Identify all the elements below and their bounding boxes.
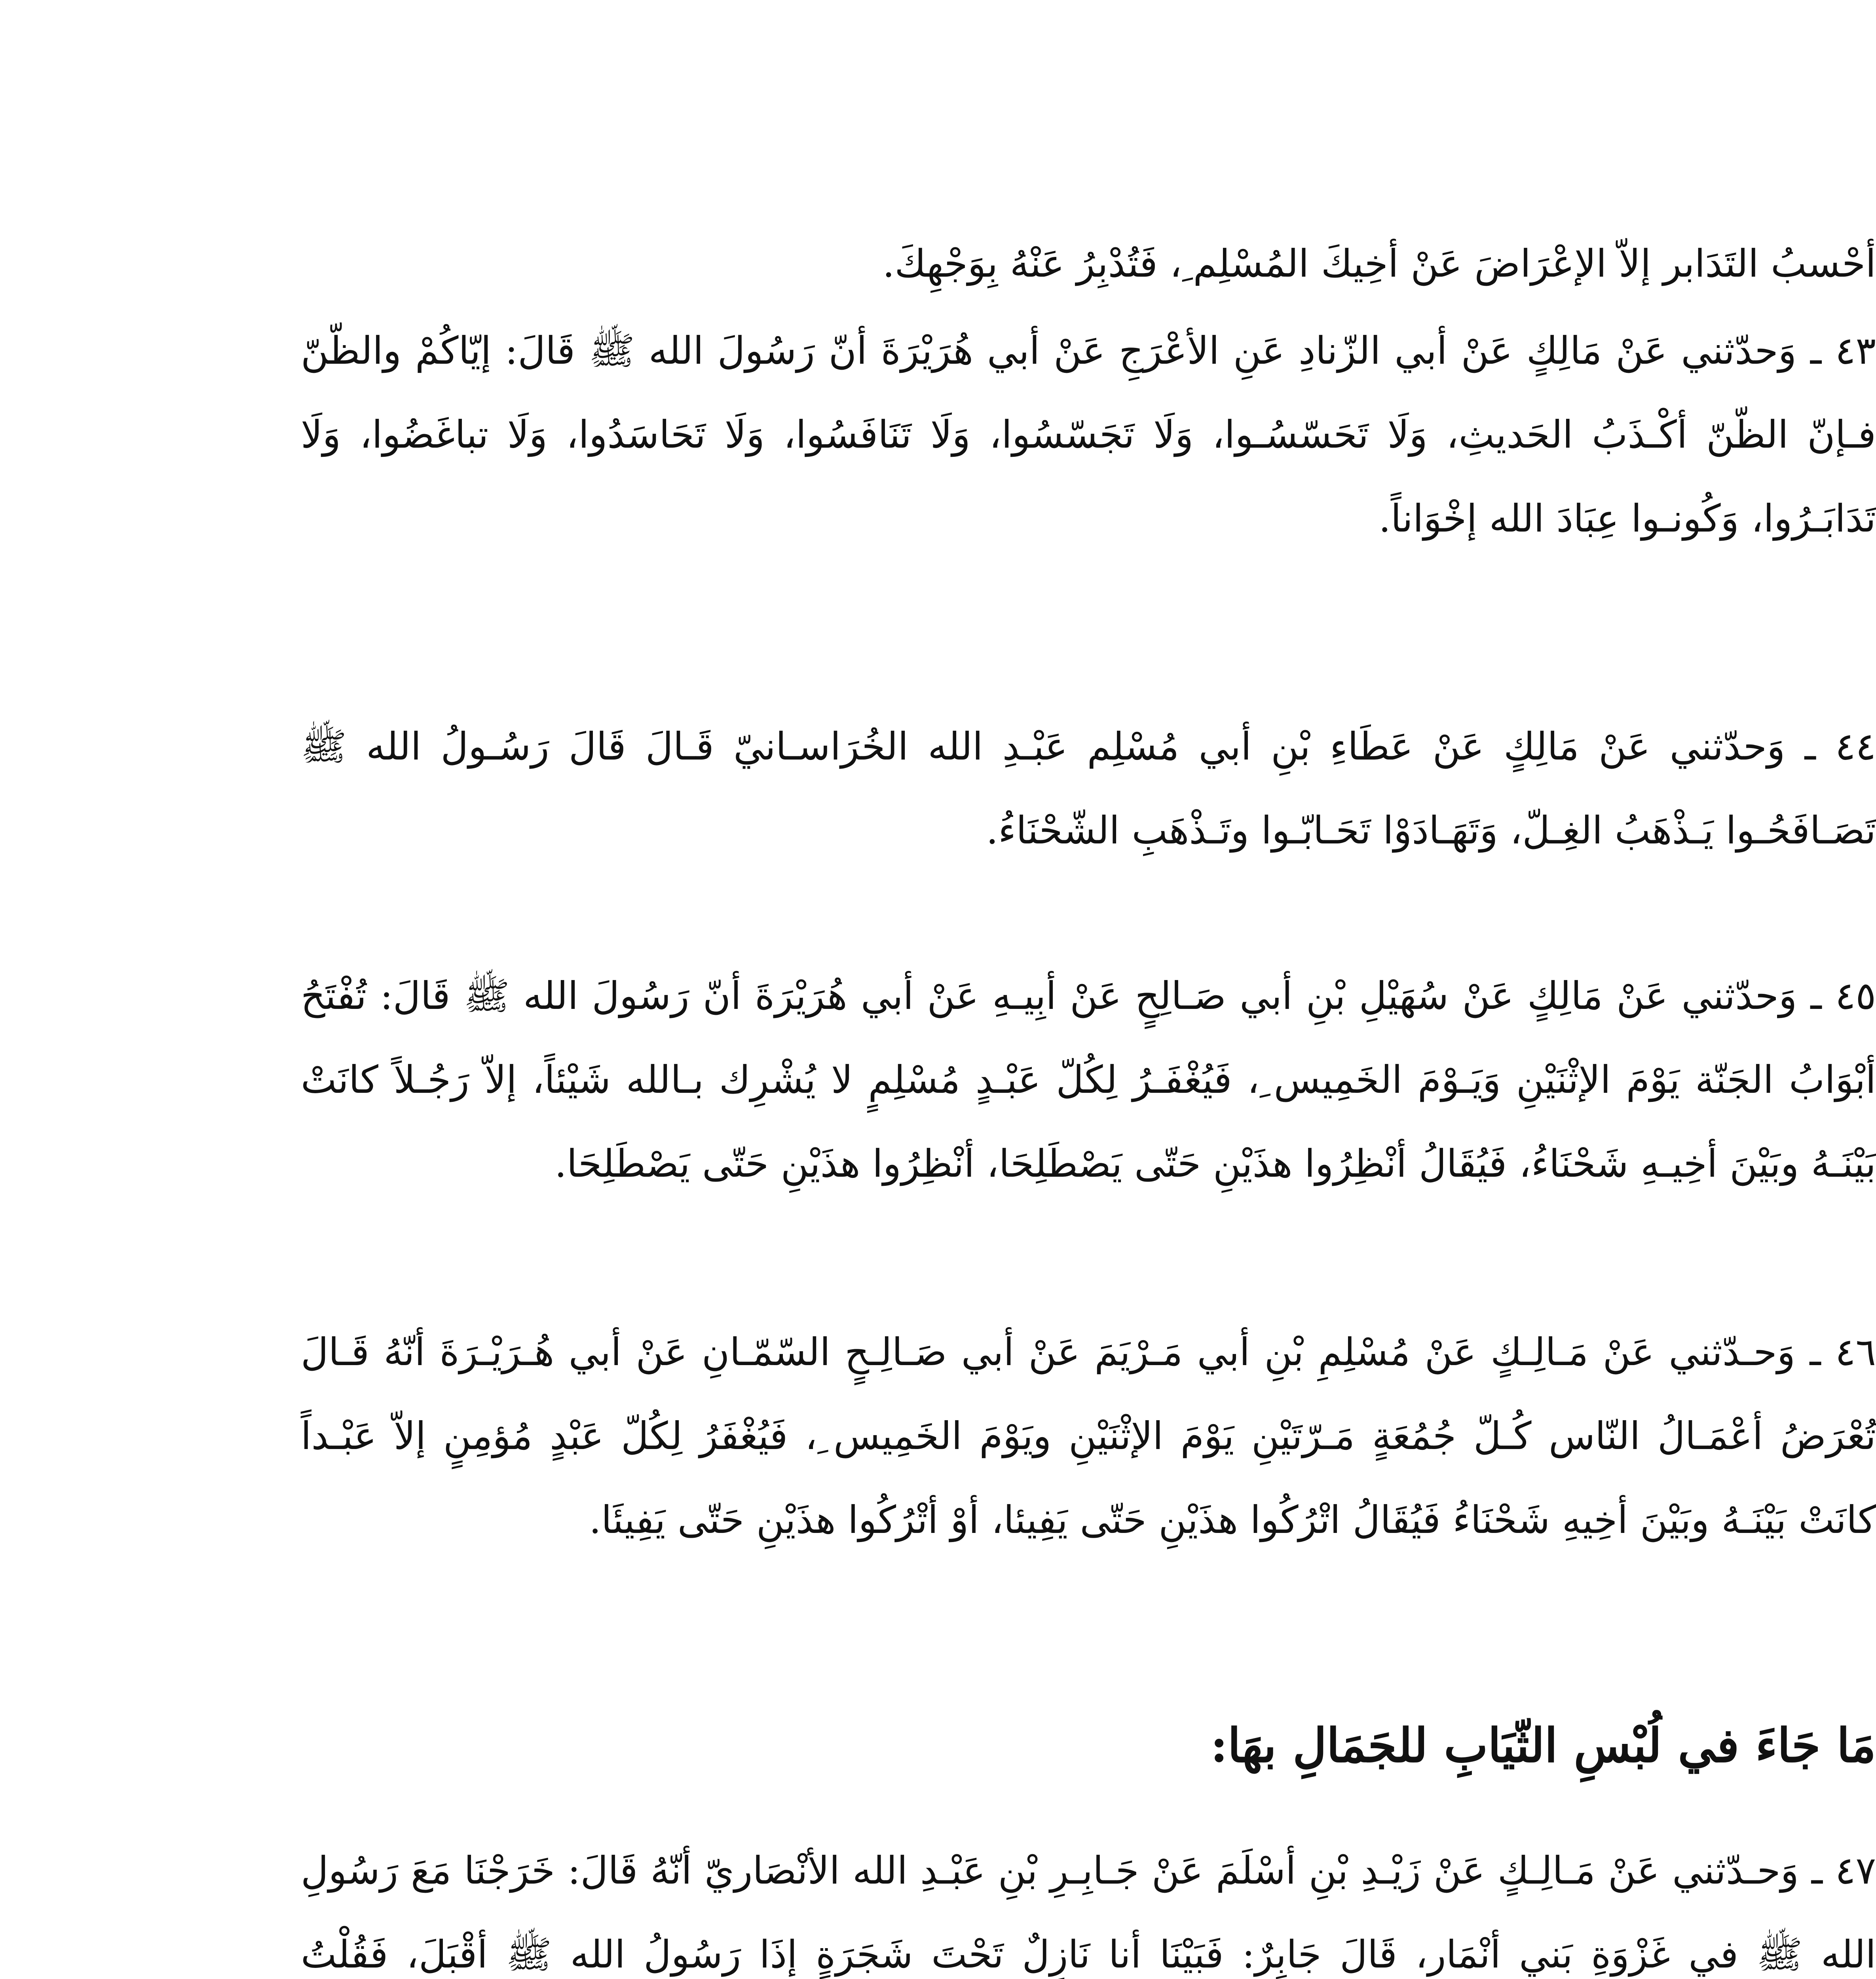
paragraph-continuation [301,222,1876,306]
paragraph-text: ٤٧ ـ وَحـدّثني عَنْ مَـالِـكٍ عَنْ زَيْـدِ بْنِ أسْلَمَ عَنْ جَـابِـرِ بْنِ عَبْـدِ الله الأنْصَاريّ أنّهُ قَالَ: خَرَجْنَا مَعَ رَسُولِ الله ﷺ في غَزْوَةِ بَني أنْمَار، قَالَ جَابِرٌ: فَبَيْنَا أنا نَازِلٌ تَحْتَ شَجَرَةٍ إذَا رَسُولُ الله ﷺ أقْبَلَ، فَقُلْتُ [301,1848,1876,1977]
paragraph-text: ٤٥ ـ وَحدّثني عَنْ مَالِكٍ عَنْ سُهَيْلِ بْنِ أبي صَـالِحٍ عَنْ أبِيـهِ عَنْ أبي هُرَيْرَةَ أنّ رَسُولَ الله ﷺ قَالَ: تُفْتَحُ أبْوَابُ الجَنّة يَوْمَ الإثْنَيْنِ وَيَـوْمَ الخَمِيس ِ، فَيُغْفَـرُ لِكُلّ عَبْـدٍ مُسْلِمٍ لا يُشْرِك بـالله شَيْئاً، إلاّ رَجُـلاً كانَتْ بَيْنَـهُ وبَيْنَ أخِيـهِ شَحْنَاءُ، فَيُقَالُ أنْظِرُوا هذَيْنِ حَتّى يَصْطَلِحَا، أنْظِرُوا هذَيْنِ حَتّى يَصْطَلِحَا. [301,974,1876,1186]
hadith-47 [301,1829,1876,1979]
hadith-45 [301,954,1876,1206]
section-heading: مَا جَاءَ في لُبْسِ الثّيَابِ للجَمَالِ بهَا: [1210,1718,1876,1773]
paragraph-text: ٤٣ ـ وَحدّثني عَنْ مَالِكٍ عَنْ أبي الزّنادِ عَنِ الأعْرَجِ عَنْ أبي هُرَيْرَةَ أنّ رَسُولَ الله ﷺ قَالَ: إيّاكُمْ والظّنّ فـإنّ الظّنّ أكْـذَبُ الحَديثِ، وَلَا تَحَسّسُـوا، وَلَا تَجَسّسُوا، وَلَا تَنَافَسُوا، وَلَا تَحَاسَدُوا، وَلَا تباغَضُوا، وَلَا تَدَابَـرُوا، وَكُونـوا عِبَادَ الله إخْوَاناً. [301,329,1876,541]
hadith-43 [301,309,1876,560]
paragraph-text: ٤٤ ـ وَحدّثني عَنْ مَالِكٍ عَنْ عَطَاءِ بْنِ أبي مُسْلِم عَبْـدِ الله الخُرَاسـانيّ قَـالَ قَالَ رَسُـولُ الله ﷺ تَصَـافَحُـوا يَـذْهَبُ الغِـلّ، وَتَهَـادَوْا تَحَـابّـوا وتَـذْهَبِ الشّحْنَاءُ. [301,724,1876,853]
paragraph-text: أحْسبُ التَدَابر إلاّ الإعْرَاضَ عَنْ أخِيكَ المُسْلِم ِ، فَتُدْبِرُ عَنْهُ بِوَجْهِكَ. [882,241,1876,286]
hadith-46 [301,1310,1876,1562]
paragraph-text: ٤٦ ـ وَحـدّثني عَنْ مَـالِـكٍ عَنْ مُسْلِمِ بْنِ أبي مَـرْيَمَ عَنْ أبي صَـالِـحٍ السّمّـانِ عَنْ أبي هُـرَيْـرَةَ أنّهُ قَـالَ تُعْرَضُ أعْمَـالُ النّاس كُـلّ جُمُعَةٍ مَـرّتَيْنِ يَوْمَ الإثْنَيْنِ ويَوْمَ الخَمِيس ِ، فَيُغْفَرُ لِكُلّ عَبْدٍ مُؤمِنٍ إلاّ عَبْـداً كانَتْ بَيْنَـهُ وبَيْنَ أخِيهِ شَحْنَاءُ فَيُقَالُ اتْرُكُوا هذَيْنِ حَتّى يَفِيئا، أوْ أتْرُكُوا هذَيْنِ حَتّى يَفِيئَا. [301,1330,1876,1542]
hadith-44 [301,705,1876,872]
